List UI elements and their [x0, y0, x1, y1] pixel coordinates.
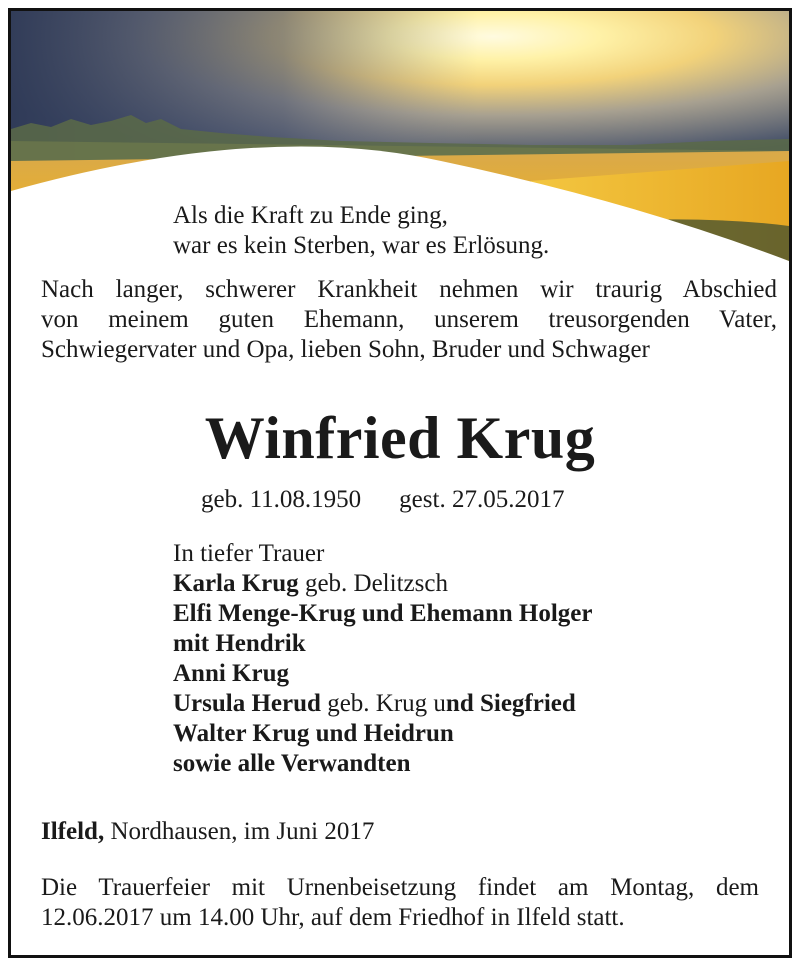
mourners-list: [173, 539, 592, 779]
place-rest: Nordhausen, im Juni 2017: [104, 818, 375, 845]
mourner-elfi: Elfi Menge-Krug und Ehemann Holger: [173, 600, 593, 627]
quote: [173, 201, 549, 261]
mourner-karla-name: Karla Krug: [173, 570, 299, 597]
death-date: gest. 27.05.2017: [399, 486, 565, 513]
mourner-karla-suffix: geb. Delitzsch: [298, 570, 448, 597]
intro-line-3: Schwiegervater und Opa, lieben Sohn, Bruder und Schwager: [41, 336, 650, 363]
quote-line-2: war es kein Sterben, war es Erlösung.: [173, 232, 550, 259]
mourner-anni: Anni Krug: [173, 660, 290, 687]
birth-date: geb. 11.08.1950: [201, 486, 362, 513]
mourner-ursula-end: nd Siegfried: [445, 690, 576, 717]
deceased-name: Winfried Krug: [204, 405, 596, 471]
intro-text: [41, 275, 777, 365]
mourning-heading: In tiefer Trauer: [173, 540, 325, 567]
place-town: Ilfeld,: [41, 818, 105, 845]
intro-line-2: von meinem guten Ehemann, unserem treusorgenden Vater,: [41, 306, 777, 333]
intro-line-1: Nach langer, schwerer Krankheit nehmen wir traurig Abschied: [41, 276, 777, 303]
mourner-ursula-mid: geb. Krug u: [320, 690, 446, 717]
funeral-line-2: 12.06.2017 um 14.00 Uhr, auf dem Friedhof in Ilfeld statt.: [41, 904, 625, 931]
mourner-walter: Walter Krug und Heidrun: [173, 720, 454, 747]
life-dates: [201, 485, 564, 515]
mourner-relatives: sowie alle Verwandten: [173, 750, 411, 777]
mourner-karla: [173, 569, 592, 599]
funeral-info: [41, 873, 759, 933]
obituary-frame: [8, 8, 792, 958]
funeral-line-1: Die Trauerfeier mit Urnenbeisetzung findet am Montag, dem: [41, 874, 759, 901]
place-date: [41, 817, 374, 847]
quote-line-1: Als die Kraft zu Ende ging,: [173, 202, 448, 229]
mourner-ursula-name: Ursula Herud: [173, 690, 321, 717]
mourner-ursula: [173, 689, 592, 719]
mourner-hendrik: mit Hendrik: [173, 630, 306, 657]
